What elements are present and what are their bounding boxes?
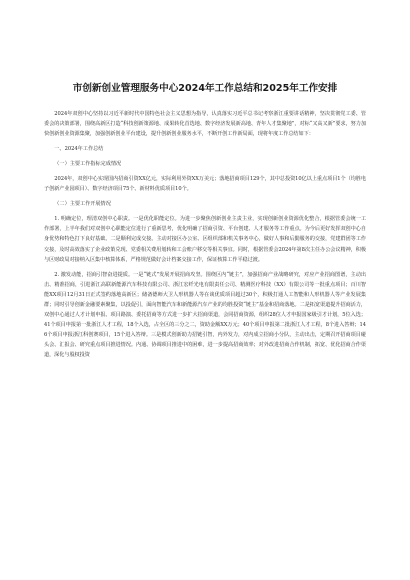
section-heading: 一、2024年工作总结 <box>54 146 104 153</box>
structure-paragraph: 1. 明确定位，理清双创中心职责。一是优化职能定位。为进一步聚焦创新创业主责主业，实现创新创业资源优化整合，根据管委会统一工作部署，上半年我们对双创中心职能定位进行了重新思考，优化明确了招商引资、平台创建、人才服务等工作重点。为今后更好发挥双创中心自身优势和特色打下良好基础。二是顺利完成交接。主动对接区办公室、区组织部和机关事务中心，做好人事和后勤服务的交接，党建群团等工作交接，及时高效落实了企业政策兑现、党委相关费用划转和工会账户移交等相关事宜。同时，根据管委会2024年第8次主任办公会议精神，积极与区财政局对接纳入区集中核算体系，严格规范做好会计档案交接工作，保证核算工作平稳过渡。 <box>44 216 366 263</box>
document-title: 市创新创业管理服务中心2024年工作总结和2025年工作安排 <box>72 83 338 94</box>
intro-paragraph: 2024年双创中心坚持以习近平新时代中国特色社会主义思想为指导，认真落实习近平总书记考察浙江重要讲话精神，坚决贯彻党工委、管委会的决策部署，围绕高新区打造“科技创新策源地、成果转化首选地、数字经济发展新高地、青年人才集聚地”，对标“又高又新”要求，努力加快创新创业资源集聚，加强创新创业平台建设，提升创新创业服务水平，不断开创工作新局面，现将年度工作总结如下： <box>44 111 366 138</box>
indicators-paragraph: 2024年，双创中心实现国内招商引资XX亿元，实际利用外资XX万美元；落地招商项目129个，其中总投资10亿以上重点项目1个（均胜电子创新产业园项目）、数字经济项目75个、新材料优质项目10个。 <box>44 176 366 193</box>
subsection-heading: （一）主要工作指标完成情况 <box>54 161 122 168</box>
investment-paragraph: 2. 激发动能，招商引智奋进提质。一是“链式”发展开展招商攻坚。围绕区内“链主”，加强招商产业战略研究，对应产业招商图谱，主动出击、精准招商，引进浙江高联新能源汽车科技有限公司、浙江宏纤光电有限责任公司、精测医疗科技（XX）有限公司等一批重点项目；百川智能XX项目12月31日正式签约落地高新区；储备德师大卫人形机器人等在谈优质项目超过30个，积极打通人工智能和人形机器人等产业发展集群；同时引导创新金融要素聚集，以投促引，面向智能汽车和新能源汽车产业的均胜投资“链主”基金和招商落地。二是拓宽渠道提升招商活力，双创中心通过人才计划申报、项目路演、委托招商等方式进一步扩大招商渠道，会同招商资源，组织28位人才申报国家级引才计划，5位入选；41个项目申报第一批浙江人才工程，18个入选，占全区的三分之二，资助金额XX万元；40个项目申报第二批浙江人才工程，8个进入答辩；146个项目申报浙江科创赛项目，15个进入答辩。三是模式创新助力招链引智，内外发力，对内成立招商小分队，主动出击，定期召开招商项目碰头会、汇报会、研究重点项目推进情况。内通、协调项目推进中的困难，进一步提高招商效率；对外改进招商合作机制，拓宽、优化招商合作渠道，深化与股权投资 <box>44 271 366 358</box>
subsection-heading: （二）主要工作开展情况 <box>54 201 111 208</box>
